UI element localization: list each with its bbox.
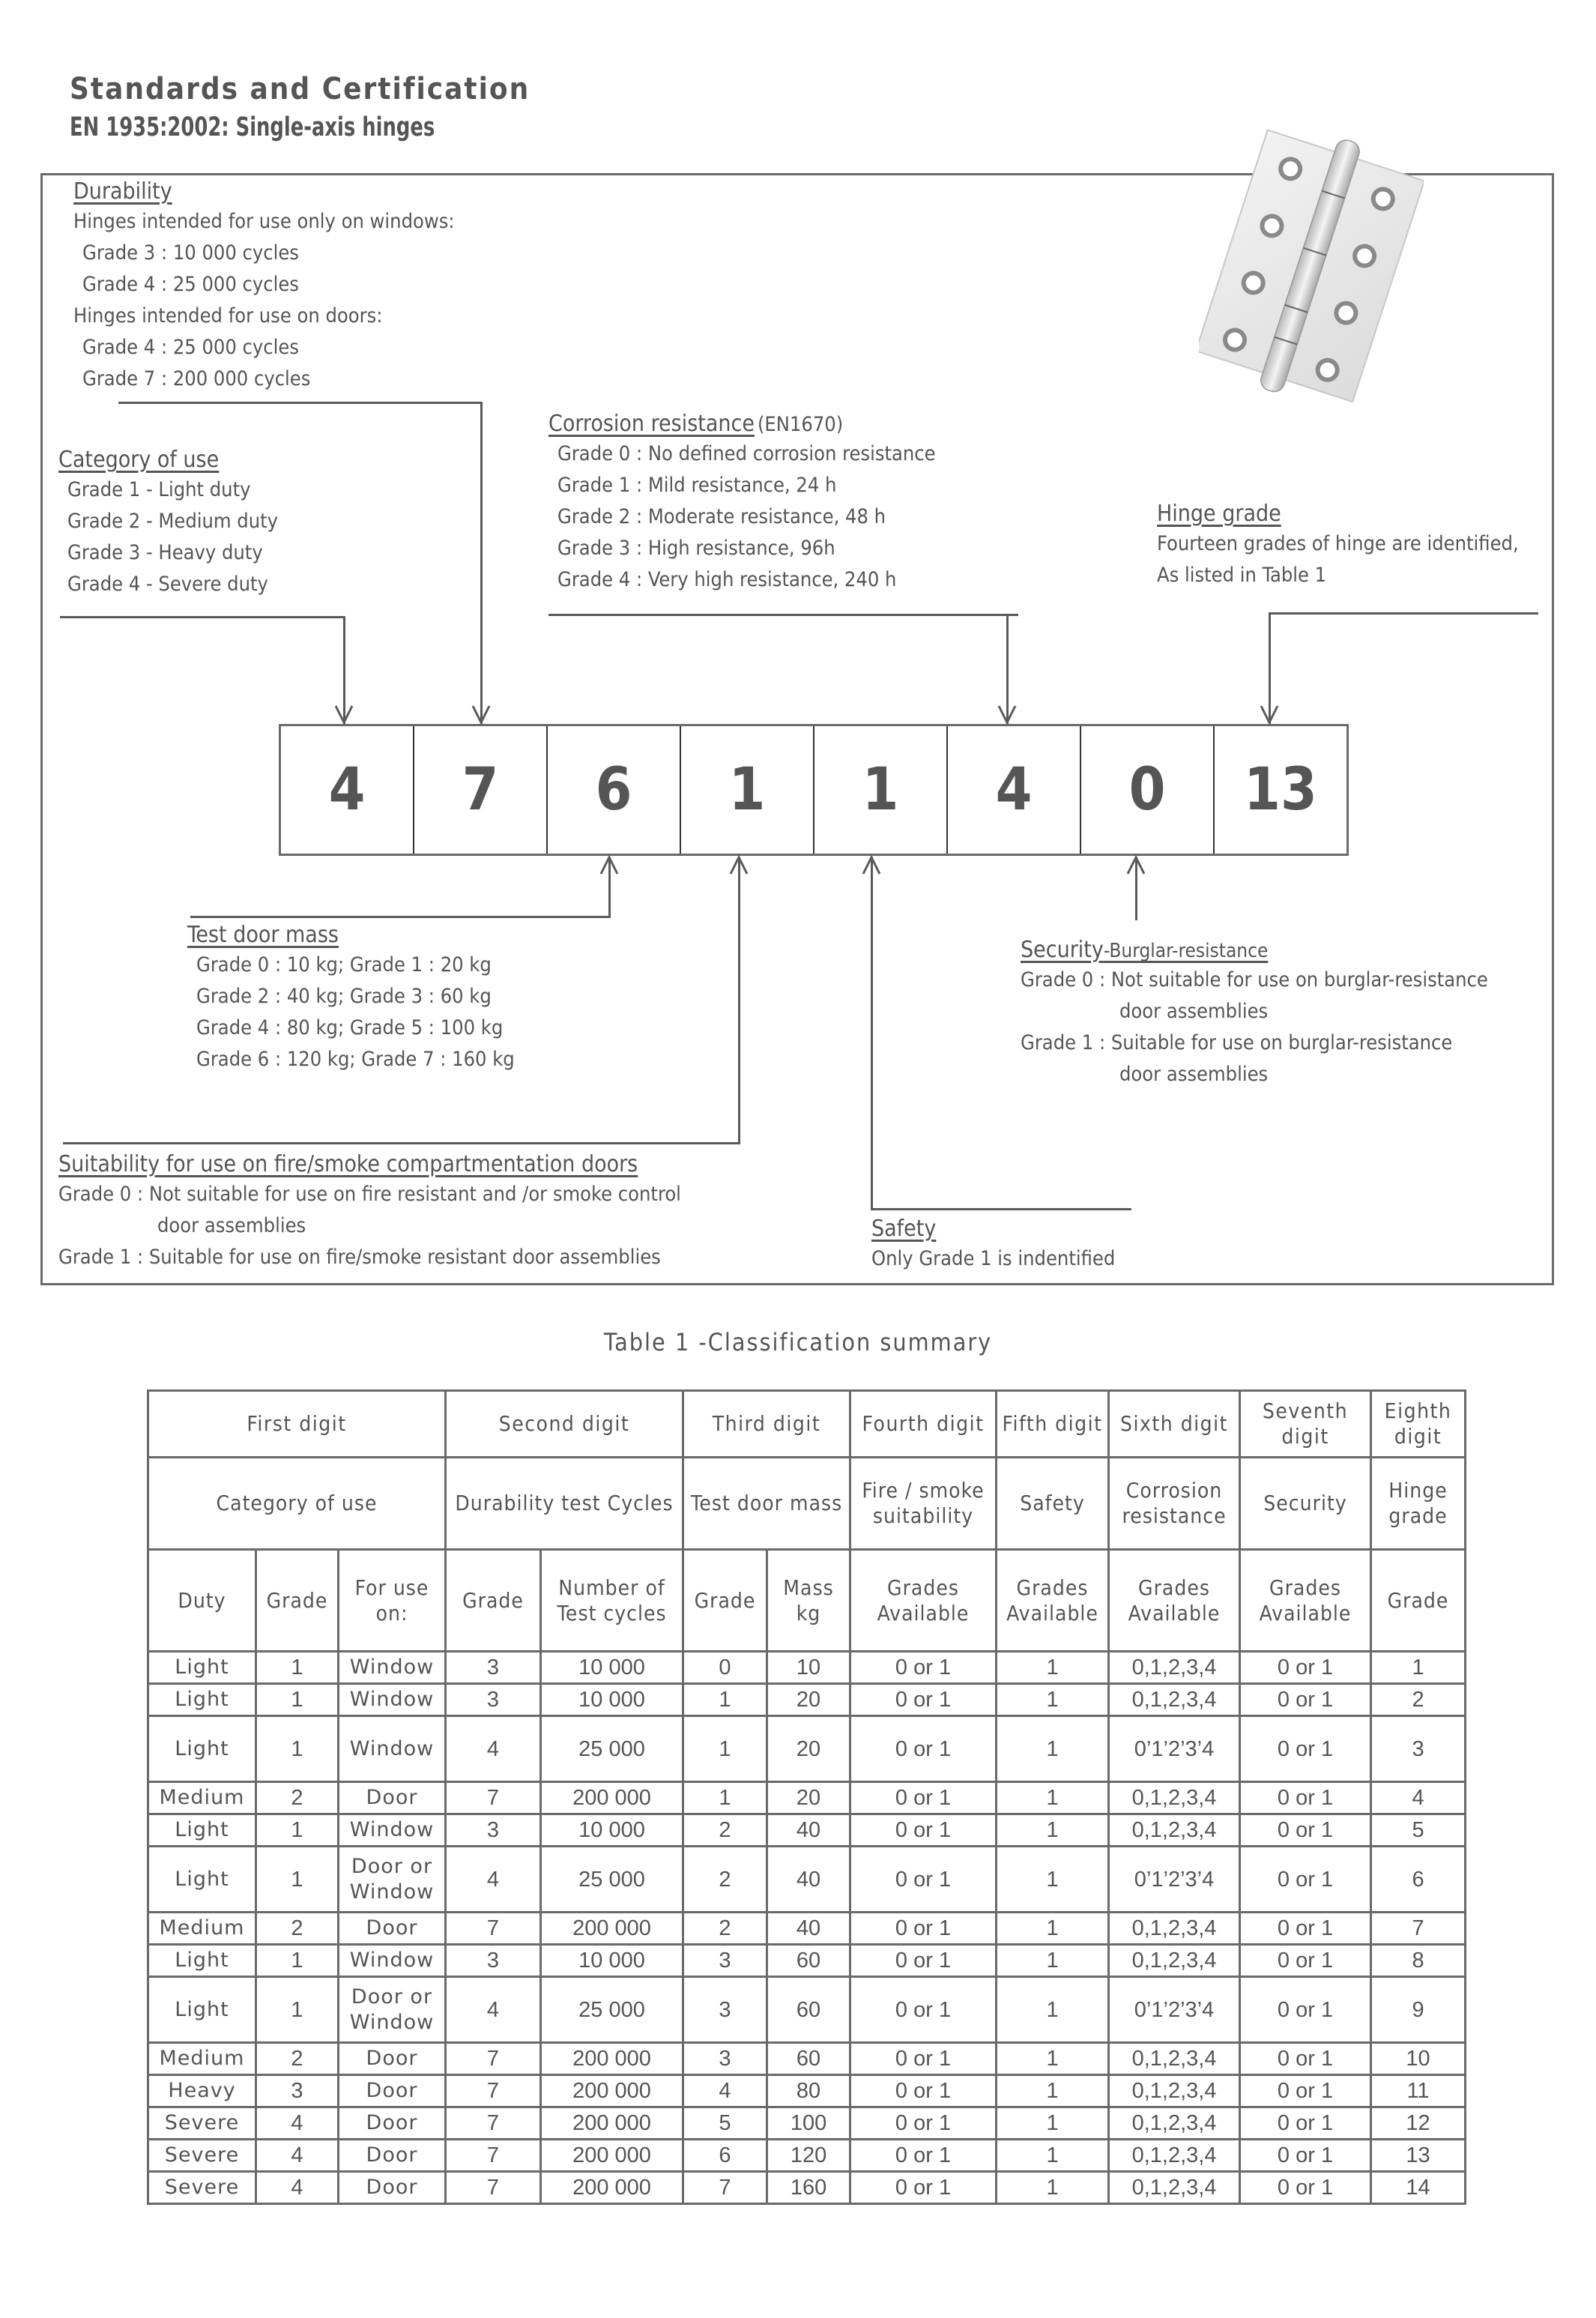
header-second-digit: Second digit: [446, 1391, 683, 1458]
corrosion-block: [548, 411, 936, 596]
cell-security-grades: 0 or 1: [1240, 2172, 1371, 2204]
cell-for-use-on: Door: [339, 1913, 446, 1945]
cell-duty: Light: [148, 1945, 256, 1977]
cell-safety-grades: 1: [997, 1684, 1109, 1716]
cell-mass-grade: 1: [683, 1684, 767, 1716]
durability-block: [73, 178, 455, 395]
corrosion-heading: [548, 411, 936, 437]
corrosion-line: Grade 2 : Moderate resistance, 48 h: [557, 505, 886, 528]
table-row: [148, 1684, 1466, 1716]
cell-corrosion-grades: 0,1,2,3,4: [1109, 1945, 1240, 1977]
cell-grade: 1: [256, 1814, 339, 1847]
cell-mass-kg: 80: [767, 2075, 850, 2107]
cell-test-cycles: 200 000: [541, 2107, 683, 2140]
cell-durability-grade: 7: [446, 2140, 541, 2172]
col-for-use-on: For use on:: [339, 1550, 446, 1652]
cell-durability-grade: 7: [446, 2107, 541, 2140]
fire-block: [58, 1151, 681, 1273]
cell-for-use-on: Window: [339, 1945, 446, 1977]
door-mass-line: Grade 4 : 80 kg; Grade 5 : 100 kg: [196, 1016, 504, 1039]
cell-for-use-on: Window: [339, 1652, 446, 1684]
cell-mass-grade: 7: [683, 2172, 767, 2204]
table-caption: Table 1 -Classification summary: [603, 1328, 993, 1356]
digit-header-row: [148, 1391, 1466, 1458]
safety-connector: [871, 857, 873, 1210]
security-line: Grade 0 : Not suitable for use on burglar-resistance: [1021, 968, 1488, 992]
cell-corrosion-grades: 0’1’2’3’4: [1109, 1847, 1240, 1913]
cell-duty: Heavy: [148, 2075, 256, 2107]
cell-duty: Light: [148, 1814, 256, 1847]
table-body: [148, 1652, 1466, 2204]
table-row: [148, 2075, 1466, 2107]
fire-connector: [738, 857, 740, 1144]
cell-safety-grades: 1: [997, 2140, 1109, 2172]
cell-test-cycles: 200 000: [541, 2043, 683, 2075]
cell-grade: 1: [256, 1977, 339, 2043]
hinge-grade-block: [1157, 501, 1519, 591]
cell-hinge-grade: 9: [1371, 1977, 1466, 2043]
cell-duty: Light: [148, 1652, 256, 1684]
cell-mass-grade: 4: [683, 2075, 767, 2107]
arrow-down-icon: [334, 704, 354, 724]
cell-duty: Light: [148, 1977, 256, 2043]
cell-corrosion-grades: 0,1,2,3,4: [1109, 2107, 1240, 2140]
cell-safety-grades: 1: [997, 1913, 1109, 1945]
cell-security-grades: 0 or 1: [1240, 1684, 1371, 1716]
cell-grade: 1: [256, 1652, 339, 1684]
cell-corrosion-grades: 0,1,2,3,4: [1109, 2172, 1240, 2204]
arrow-down-icon: [471, 704, 491, 724]
col-durability-grade: Grade: [446, 1550, 541, 1652]
cell-for-use-on: Door or Window: [339, 1977, 446, 2043]
cell-fire-grades: 0 or 1: [850, 1977, 997, 2043]
durability-line: Grade 4 : 25 000 cycles: [82, 336, 299, 359]
corrosion-heading-text: Corrosion resistance: [548, 411, 755, 437]
cell-mass-kg: 40: [767, 1814, 850, 1847]
cell-safety-grades: 1: [997, 1716, 1109, 1782]
cell-fire-grades: 0 or 1: [850, 1716, 997, 1782]
category-line: Grade 2 - Medium duty: [67, 510, 278, 533]
safety-block: [871, 1216, 1115, 1275]
classification-table: [147, 1389, 1466, 2205]
cell-test-cycles: 25 000: [541, 1977, 683, 2043]
corrosion-line: Grade 4 : Very high resistance, 240 h: [557, 568, 897, 591]
table-row: [148, 1913, 1466, 1945]
cell-mass-grade: 2: [683, 1913, 767, 1945]
cell-test-cycles: 200 000: [541, 1913, 683, 1945]
cell-hinge-grade: 1: [1371, 1652, 1466, 1684]
digit-hinge-grade: 13: [1244, 756, 1317, 824]
cell-safety-grades: 1: [997, 2172, 1109, 2204]
table-row: [148, 1847, 1466, 1913]
cell-fire-grades: 0 or 1: [850, 2075, 997, 2107]
digit-door-mass: 6: [548, 726, 681, 854]
cell-grade: 4: [256, 2107, 339, 2140]
door-mass-block: [187, 922, 515, 1075]
door-mass-line: Grade 0 : 10 kg; Grade 1 : 20 kg: [196, 953, 492, 977]
door-mass-connector: [608, 857, 611, 918]
col-security-grades: Grades Available: [1240, 1550, 1371, 1652]
cell-corrosion-grades: 0’1’2’3’4: [1109, 1977, 1240, 2043]
cell-safety-grades: 1: [997, 1782, 1109, 1814]
category-line: Grade 1 - Light duty: [67, 478, 251, 501]
cell-safety-grades: 1: [997, 2043, 1109, 2075]
cell-grade: 2: [256, 1782, 339, 1814]
cell-security-grades: 0 or 1: [1240, 2043, 1371, 2075]
col-grade: Grade: [256, 1550, 339, 1652]
cell-security-grades: 0 or 1: [1240, 1652, 1371, 1684]
cell-mass-grade: 2: [683, 1847, 767, 1913]
category-line: Grade 3 - Heavy duty: [67, 541, 263, 564]
durability-connector: [480, 402, 483, 724]
cell-durability-grade: 4: [446, 1977, 541, 2043]
digit-durability: 7: [414, 726, 548, 854]
cell-for-use-on: Door or Window: [339, 1847, 446, 1913]
cell-fire-grades: 0 or 1: [850, 2140, 997, 2172]
cell-mass-kg: 20: [767, 1782, 850, 1814]
cell-security-grades: 0 or 1: [1240, 1847, 1371, 1913]
table-row: [148, 1814, 1466, 1847]
security-block: [1021, 937, 1488, 1090]
header-security: Security: [1240, 1458, 1371, 1550]
durability-line: Grade 4 : 25 000 cycles: [82, 273, 299, 296]
durability-line: Grade 3 : 10 000 cycles: [82, 241, 299, 265]
table-row: [148, 1782, 1466, 1814]
cell-hinge-grade: 3: [1371, 1716, 1466, 1782]
door-mass-line: Grade 6 : 120 kg; Grade 7 : 160 kg: [196, 1048, 515, 1071]
cell-fire-grades: 0 or 1: [850, 2172, 997, 2204]
cell-mass-kg: 20: [767, 1684, 850, 1716]
cell-mass-grade: 0: [683, 1652, 767, 1684]
cell-test-cycles: 25 000: [541, 1716, 683, 1782]
cell-corrosion-grades: 0,1,2,3,4: [1109, 1684, 1240, 1716]
cell-security-grades: 0 or 1: [1240, 1977, 1371, 2043]
safety-line: Only Grade 1 is indentified: [871, 1247, 1116, 1270]
cell-durability-grade: 7: [446, 2043, 541, 2075]
cell-duty: Severe: [148, 2140, 256, 2172]
fire-connector: [63, 1142, 740, 1144]
cell-durability-grade: 4: [446, 1847, 541, 1913]
corrosion-standard: (EN1670): [757, 413, 844, 436]
cell-for-use-on: Window: [339, 1814, 446, 1847]
fire-line: door assemblies: [157, 1214, 306, 1237]
header-category: Category of use: [148, 1458, 446, 1550]
corrosion-line: Grade 1 : Mild resistance, 24 h: [557, 474, 837, 497]
col-corrosion-grades: Grades Available: [1109, 1550, 1240, 1652]
cell-grade: 4: [256, 2172, 339, 2204]
digit-security: 0: [1081, 726, 1215, 854]
security-heading-suffix: -Burglar-resistance: [1103, 940, 1269, 962]
cell-mass-grade: 6: [683, 2140, 767, 2172]
cell-for-use-on: Door: [339, 2172, 446, 2204]
cell-corrosion-grades: 0’1’2’3’4: [1109, 1716, 1240, 1782]
cell-corrosion-grades: 0,1,2,3,4: [1109, 2140, 1240, 2172]
col-safety-grades: Grades Available: [997, 1550, 1109, 1652]
col-duty: Duty: [148, 1550, 256, 1652]
cell-security-grades: 0 or 1: [1240, 1814, 1371, 1847]
cell-for-use-on: Window: [339, 1684, 446, 1716]
security-line: Grade 1 : Suitable for use on burglar-resistance: [1021, 1031, 1453, 1054]
category-block: [58, 447, 278, 600]
cell-hinge-grade: 8: [1371, 1945, 1466, 1977]
durability-connector: [118, 402, 483, 404]
security-heading: [1021, 937, 1488, 963]
table-row: [148, 2140, 1466, 2172]
cell-hinge-grade: 6: [1371, 1847, 1466, 1913]
digit-fire: 1: [681, 726, 814, 854]
cell-grade: 4: [256, 2140, 339, 2172]
arrow-down-icon: [1260, 704, 1279, 724]
header-third-digit: Third digit: [683, 1391, 850, 1458]
digit-corrosion: 4: [948, 726, 1081, 854]
cell-security-grades: 0 or 1: [1240, 2140, 1371, 2172]
header-first-digit: First digit: [148, 1391, 446, 1458]
cell-durability-grade: 3: [446, 1945, 541, 1977]
cell-mass-kg: 100: [767, 2107, 850, 2140]
door-mass-connector: [190, 916, 611, 918]
cell-hinge-grade: 13: [1371, 2140, 1466, 2172]
corrosion-line: Grade 3 : High resistance, 96h: [557, 537, 835, 560]
cell-grade: 2: [256, 2043, 339, 2075]
col-fire-grades: Grades Available: [850, 1550, 997, 1652]
cell-security-grades: 0 or 1: [1240, 1913, 1371, 1945]
cell-mass-grade: 3: [683, 1977, 767, 2043]
header-sixth-digit: Sixth digit: [1109, 1391, 1240, 1458]
page-title: Standards and Certification: [70, 72, 531, 106]
cell-safety-grades: 1: [997, 2107, 1109, 2140]
door-mass-heading: Test door mass: [187, 922, 339, 948]
cell-hinge-grade: 14: [1371, 2172, 1466, 2204]
arrow-down-icon: [997, 704, 1017, 724]
cell-durability-grade: 7: [446, 1913, 541, 1945]
col-mass-grade: Grade: [683, 1550, 767, 1652]
cell-fire-grades: 0 or 1: [850, 1814, 997, 1847]
cell-mass-kg: 40: [767, 1847, 850, 1913]
cell-corrosion-grades: 0,1,2,3,4: [1109, 1782, 1240, 1814]
cell-safety-grades: 1: [997, 2075, 1109, 2107]
table-row: [148, 1652, 1466, 1684]
table-row: [148, 2107, 1466, 2140]
cell-hinge-grade: 2: [1371, 1684, 1466, 1716]
digit-category: 4: [281, 726, 414, 854]
category-connector: [60, 616, 345, 618]
fire-line: Grade 0 : Not suitable for use on fire resistant and /or smoke control: [58, 1183, 681, 1206]
cell-duty: Severe: [148, 2107, 256, 2140]
security-line: door assemblies: [1119, 1063, 1269, 1086]
table-row: [148, 2172, 1466, 2204]
cell-safety-grades: 1: [997, 1814, 1109, 1847]
cell-mass-grade: 1: [683, 1716, 767, 1782]
cell-mass-kg: 40: [767, 1913, 850, 1945]
category-heading: Category of use: [58, 447, 220, 473]
cell-hinge-grade: 10: [1371, 2043, 1466, 2075]
header-fifth-digit: Fifth digit: [997, 1391, 1109, 1458]
cell-safety-grades: 1: [997, 1977, 1109, 2043]
cell-test-cycles: 10 000: [541, 1684, 683, 1716]
table-row: [148, 1945, 1466, 1977]
cell-safety-grades: 1: [997, 1847, 1109, 1913]
cell-mass-grade: 5: [683, 2107, 767, 2140]
cell-durability-grade: 3: [446, 1684, 541, 1716]
durability-line: Hinges intended for use on doors:: [73, 304, 383, 328]
cell-mass-grade: 3: [683, 1945, 767, 1977]
cell-mass-grade: 1: [683, 1782, 767, 1814]
cell-duty: Medium: [148, 2043, 256, 2075]
hinge-icon: [1199, 112, 1424, 412]
cell-grade: 3: [256, 2075, 339, 2107]
cell-security-grades: 0 or 1: [1240, 1716, 1371, 1782]
cell-duty: Light: [148, 1684, 256, 1716]
cell-security-grades: 0 or 1: [1240, 1945, 1371, 1977]
cell-durability-grade: 7: [446, 2075, 541, 2107]
header-durability: Durability test Cycles: [446, 1458, 683, 1550]
cell-corrosion-grades: 0,1,2,3,4: [1109, 2043, 1240, 2075]
col-test-cycles: Number of Test cycles: [541, 1550, 683, 1652]
cell-test-cycles: 25 000: [541, 1847, 683, 1913]
col-hinge-grade: Grade: [1371, 1550, 1466, 1652]
cell-durability-grade: 4: [446, 1716, 541, 1782]
cell-corrosion-grades: 0,1,2,3,4: [1109, 1652, 1240, 1684]
hinge-grade-line: As listed in Table 1: [1157, 564, 1327, 587]
cell-fire-grades: 0 or 1: [850, 1847, 997, 1913]
durability-line: Grade 7 : 200 000 cycles: [82, 367, 311, 390]
fire-heading: Suitability for use on fire/smoke compartmentation doors: [58, 1151, 638, 1177]
security-connector: [1135, 857, 1137, 920]
page-subtitle: EN 1935:2002: Single-axis hinges: [70, 112, 435, 142]
cell-for-use-on: Door: [339, 2075, 446, 2107]
cell-mass-kg: 20: [767, 1716, 850, 1782]
durability-line: Hinges intended for use only on windows:: [73, 210, 455, 233]
cell-for-use-on: Window: [339, 1716, 446, 1782]
cell-fire-grades: 0 or 1: [850, 1913, 997, 1945]
safety-connector: [871, 1208, 1131, 1210]
hinge-grade-line: Fourteen grades of hinge are identified,: [1157, 532, 1519, 555]
header-door-mass: Test door mass: [683, 1458, 850, 1550]
cell-hinge-grade: 11: [1371, 2075, 1466, 2107]
cell-grade: 1: [256, 1684, 339, 1716]
fire-line: Grade 1 : Suitable for use on fire/smoke resistant door assemblies: [58, 1246, 661, 1269]
header-corrosion: Corrosion resistance: [1109, 1458, 1240, 1550]
cell-for-use-on: Door: [339, 2107, 446, 2140]
table-row: [148, 2043, 1466, 2075]
cell-grade: 2: [256, 1913, 339, 1945]
cell-duty: Light: [148, 1847, 256, 1913]
cell-duty: Light: [148, 1716, 256, 1782]
cell-security-grades: 0 or 1: [1240, 1782, 1371, 1814]
hinge-grade-heading: Hinge grade: [1157, 501, 1281, 527]
cell-test-cycles: 10 000: [541, 1814, 683, 1847]
security-heading-text: Security: [1021, 937, 1104, 963]
cell-for-use-on: Door: [339, 2140, 446, 2172]
cell-test-cycles: 200 000: [541, 2140, 683, 2172]
cell-hinge-grade: 12: [1371, 2107, 1466, 2140]
cell-grade: 1: [256, 1716, 339, 1782]
cell-durability-grade: 3: [446, 1814, 541, 1847]
cell-mass-kg: 160: [767, 2172, 850, 2204]
cell-corrosion-grades: 0,1,2,3,4: [1109, 1913, 1240, 1945]
header-hinge-grade: Hinge grade: [1371, 1458, 1466, 1550]
header-fourth-digit: Fourth digit: [850, 1391, 997, 1458]
cell-mass-kg: 60: [767, 2043, 850, 2075]
table-row: [148, 1977, 1466, 2043]
cell-corrosion-grades: 0,1,2,3,4: [1109, 1814, 1240, 1847]
cell-safety-grades: 1: [997, 1945, 1109, 1977]
cell-fire-grades: 0 or 1: [850, 1945, 997, 1977]
cell-mass-grade: 2: [683, 1814, 767, 1847]
header-safety: Safety: [997, 1458, 1109, 1550]
cell-duty: Medium: [148, 1782, 256, 1814]
header-seventh-digit: Seventh digit: [1240, 1391, 1371, 1458]
cell-test-cycles: 200 000: [541, 1782, 683, 1814]
corrosion-connector: [548, 614, 1018, 616]
header-fire: Fire / smoke suitability: [850, 1458, 997, 1550]
category-line: Grade 4 - Severe duty: [67, 573, 268, 596]
header-eighth-digit: Eighth digit: [1371, 1391, 1466, 1458]
digit-safety: 1: [814, 726, 948, 854]
cell-fire-grades: 0 or 1: [850, 2107, 997, 2140]
security-line: door assemblies: [1119, 1000, 1269, 1023]
cell-mass-kg: 60: [767, 1977, 850, 2043]
cell-hinge-grade: 7: [1371, 1913, 1466, 1945]
cell-fire-grades: 0 or 1: [850, 1782, 997, 1814]
cell-for-use-on: Door: [339, 1782, 446, 1814]
cell-mass-kg: 10: [767, 1652, 850, 1684]
cell-durability-grade: 7: [446, 1782, 541, 1814]
cell-fire-grades: 0 or 1: [850, 1684, 997, 1716]
cell-corrosion-grades: 0,1,2,3,4: [1109, 2075, 1240, 2107]
cell-test-cycles: 10 000: [541, 1945, 683, 1977]
cell-duty: Medium: [148, 1913, 256, 1945]
classification-code: [279, 724, 1349, 856]
cell-security-grades: 0 or 1: [1240, 2075, 1371, 2107]
safety-heading: Safety: [871, 1216, 937, 1242]
cell-for-use-on: Door: [339, 2043, 446, 2075]
cell-test-cycles: 200 000: [541, 2075, 683, 2107]
durability-heading: Durability: [73, 178, 172, 205]
cell-hinge-grade: 4: [1371, 1782, 1466, 1814]
group-header-row: [148, 1458, 1466, 1550]
cell-test-cycles: 10 000: [541, 1652, 683, 1684]
cell-test-cycles: 200 000: [541, 2172, 683, 2204]
cell-durability-grade: 3: [446, 1652, 541, 1684]
cell-security-grades: 0 or 1: [1240, 2107, 1371, 2140]
cell-duty: Severe: [148, 2172, 256, 2204]
cell-hinge-grade: 5: [1371, 1814, 1466, 1847]
table-row: [148, 1716, 1466, 1782]
cell-safety-grades: 1: [997, 1652, 1109, 1684]
cell-mass-kg: 120: [767, 2140, 850, 2172]
cell-mass-grade: 3: [683, 2043, 767, 2075]
hinge-grade-connector: [1269, 612, 1538, 615]
cell-durability-grade: 7: [446, 2172, 541, 2204]
cell-grade: 1: [256, 1945, 339, 1977]
cell-fire-grades: 0 or 1: [850, 2043, 997, 2075]
column-header-row: [148, 1550, 1466, 1652]
cell-fire-grades: 0 or 1: [850, 1652, 997, 1684]
corrosion-line: Grade 0 : No defined corrosion resistance: [557, 442, 936, 465]
col-mass-kg: Mass kg: [767, 1550, 850, 1652]
cell-grade: 1: [256, 1847, 339, 1913]
door-mass-line: Grade 2 : 40 kg; Grade 3 : 60 kg: [196, 985, 492, 1008]
cell-mass-kg: 60: [767, 1945, 850, 1977]
